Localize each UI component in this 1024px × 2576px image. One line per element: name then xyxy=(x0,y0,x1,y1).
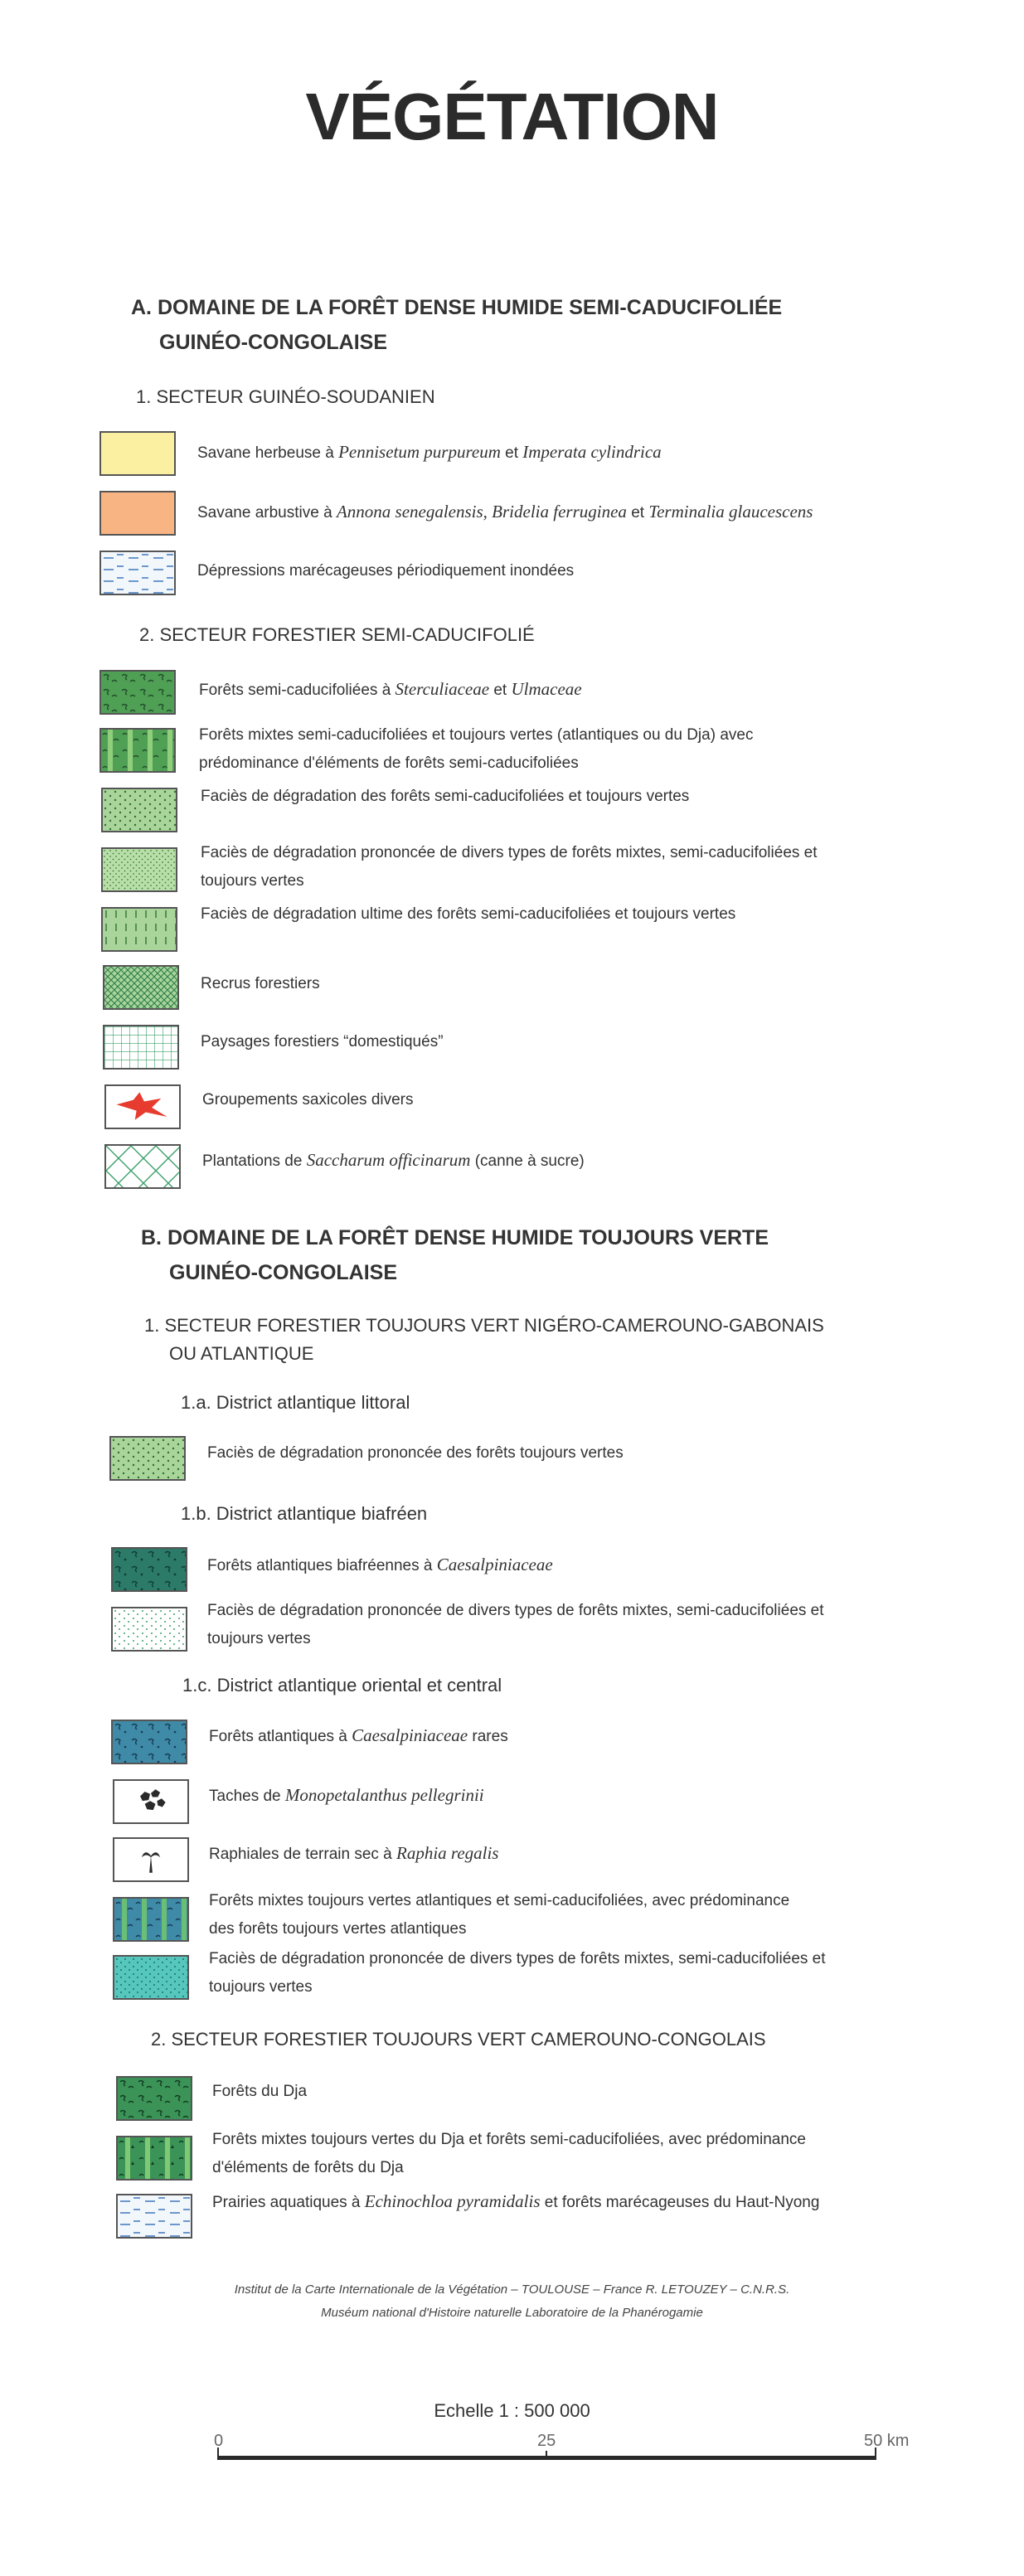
section-b-title-line2: GUINÉO-CONGOLAISE xyxy=(169,1261,398,1284)
section-a-sector1-heading: 1. SECTEUR GUINÉO-SOUDANIEN xyxy=(136,386,435,407)
legend-label: Plantations de Saccharum officinarum (canne à sucre) xyxy=(202,1150,585,1170)
legend-swatch xyxy=(103,1025,179,1070)
legend-swatch xyxy=(99,728,176,773)
legend-swatch xyxy=(111,1547,187,1592)
legend-swatch xyxy=(113,1779,189,1824)
legend-label: Groupements saxicoles divers xyxy=(202,1091,414,1109)
legend-label: Forêts semi-caducifoliées à Sterculiaceae et Ulmaceae xyxy=(199,679,582,699)
district-b-heading: 1.b. District atlantique biafréen xyxy=(181,1503,428,1524)
scale-tick-0: 0 xyxy=(214,2432,224,2450)
scale-label: Echelle 1 : 500 000 xyxy=(434,2400,590,2421)
legend-label: Paysages forestiers “domestiqués” xyxy=(201,1033,444,1050)
scale-tick-25: 25 xyxy=(537,2432,556,2450)
legend-label: Faciès de dégradation prononcée de divers types de forêts mixtes, semi-caducifoliées et toujours vertes xyxy=(201,844,818,890)
legend-swatch xyxy=(111,1720,187,1764)
legend-label: Forêts mixtes toujours vertes du Dja et forêts semi-caducifoliées, avec prédominance d'éléments de forêts du Dja xyxy=(212,2131,806,2176)
district-c-heading: 1.c. District atlantique oriental et central xyxy=(182,1675,502,1696)
legend-swatch xyxy=(99,670,176,715)
legend-swatch xyxy=(101,907,177,952)
section-b-title xyxy=(141,1220,769,1290)
legend-swatch xyxy=(116,2076,192,2121)
legend-swatch xyxy=(104,1084,181,1129)
scale-bar xyxy=(217,2447,881,2464)
legend-label: Faciès de dégradation ultime des forêts semi-caducifoliées et toujours vertes xyxy=(201,905,736,923)
legend-label: Forêts atlantiques à Caesalpiniaceae rares xyxy=(209,1725,508,1745)
legend-swatch xyxy=(103,965,179,1010)
section-b-title-line1: B. DOMAINE DE LA FORÊT DENSE HUMIDE TOUJOURS VERTE xyxy=(141,1226,769,1249)
page-title: VÉGÉTATION xyxy=(305,80,719,153)
legend-swatch xyxy=(104,1144,181,1189)
section-b-sector1-heading: 1. SECTEUR FORESTIER TOUJOURS VERT NIGÉRO-CAMEROUNO-GABONAIS OU ATLANTIQUE xyxy=(144,1315,824,1364)
section-a-title-line1: A. DOMAINE DE LA FORÊT DENSE HUMIDE SEMI-CADUCIFOLIÉE xyxy=(131,296,783,319)
legend-swatch xyxy=(99,551,176,595)
district-a-heading: 1.a. District atlantique littoral xyxy=(181,1392,410,1413)
legend-swatch xyxy=(99,431,176,476)
legend-label: Taches de Monopetalanthus pellegrinii xyxy=(209,1785,484,1805)
legend-label: Dépressions marécageuses périodiquement inondées xyxy=(197,562,575,580)
legend-swatch xyxy=(109,1436,186,1481)
legend-label: Forêts mixtes semi-caducifoliées et toujours vertes (atlantiques ou du Dja) avec prédominance d'éléments de forêts semi-caducifoliées xyxy=(199,726,754,772)
legend-label: Faciès de dégradation prononcée de divers types de forêts mixtes, semi-caducifoliées et toujours vertes xyxy=(209,1950,826,1996)
legend-swatch xyxy=(116,2194,192,2239)
credits xyxy=(0,2278,1024,2325)
legend-label: Savane herbeuse à Pennisetum purpureum et Imperata cylindrica xyxy=(197,442,662,462)
legend-label: Raphiales de terrain sec à Raphia regalis xyxy=(209,1843,499,1863)
legend-label: Forêts mixtes toujours vertes atlantiques et semi-caducifoliées, avec prédominance des forêts toujours vertes atlantiques xyxy=(209,1892,790,1938)
legend-swatch xyxy=(113,1837,189,1882)
section-a-title-line2: GUINÉO-CONGOLAISE xyxy=(159,331,388,354)
legend-label: Prairies aquatiques à Echinochloa pyramidalis et forêts marécageuses du Haut-Nyong xyxy=(212,2191,820,2211)
legend-swatch xyxy=(101,847,177,892)
section-a-sector2-heading: 2. SECTEUR FORESTIER SEMI-CADUCIFOLIÉ xyxy=(139,624,535,645)
section-b-sector2-heading: 2. SECTEUR FORESTIER TOUJOURS VERT CAMEROUNO-CONGOLAIS xyxy=(151,2029,766,2050)
legend-label: Savane arbustive à Annona senegalensis, Bridelia ferruginea et Terminalia glaucescens xyxy=(197,502,813,522)
legend-label: Faciès de dégradation prononcée de divers types de forêts mixtes, semi-caducifoliées et toujours vertes xyxy=(207,1602,824,1647)
legend-swatch xyxy=(116,2136,192,2181)
section-a-title xyxy=(131,290,782,360)
legend-label: Recrus forestiers xyxy=(201,975,320,992)
scale-tick-50: 50 km xyxy=(864,2432,910,2450)
legend-swatch xyxy=(113,1955,189,2000)
credits-line1: Institut de la Carte Internationale de la Végétation – TOULOUSE – France R. LETOUZEY – C.N.R.S. xyxy=(234,2283,790,2297)
legend-label: Faciès de dégradation des forêts semi-caducifoliées et toujours vertes xyxy=(201,788,690,805)
legend-swatch xyxy=(101,788,177,832)
legend-swatch xyxy=(99,491,176,536)
legend-label: Forêts du Dja xyxy=(212,2083,308,2100)
legend-swatch xyxy=(111,1607,187,1652)
legend-swatch xyxy=(113,1897,189,1942)
credits-line2: Muséum national d'Histoire naturelle Laboratoire de la Phanérogamie xyxy=(321,2306,703,2320)
legend-label: Forêts atlantiques biafréennes à Caesalpiniaceae xyxy=(207,1555,553,1574)
legend-label: Faciès de dégradation prononcée des forêts toujours vertes xyxy=(207,1444,624,1462)
